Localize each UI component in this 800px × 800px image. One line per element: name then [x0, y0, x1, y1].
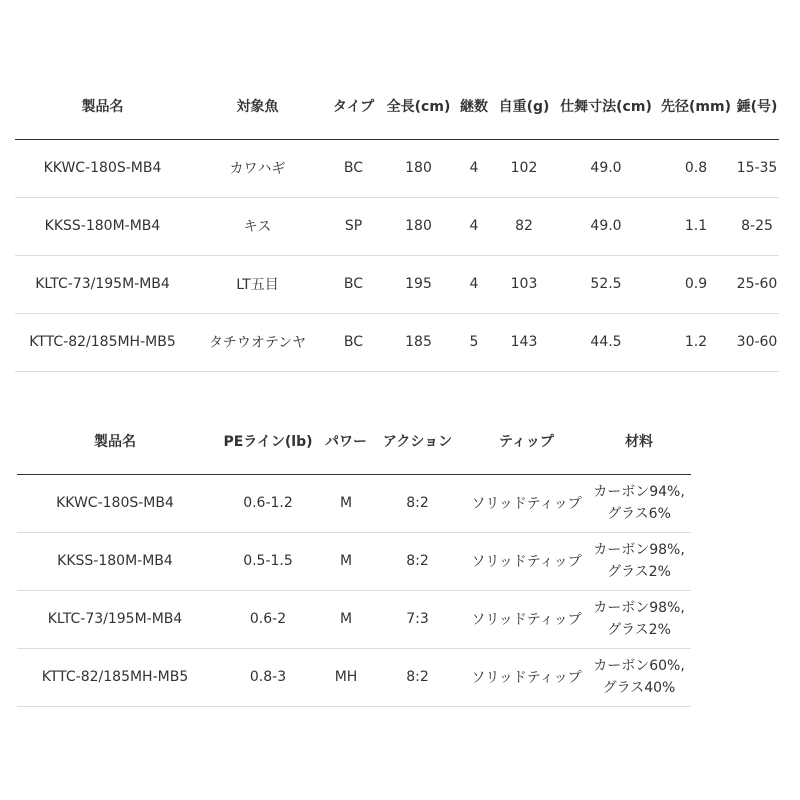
- cell-material: [587, 532, 691, 590]
- header-action: アクション: [369, 408, 466, 474]
- cell-target-fish: LT五目: [190, 255, 325, 313]
- cell-length: 185: [382, 313, 455, 371]
- cell-type: BC: [325, 313, 382, 371]
- cell-material: [587, 590, 691, 648]
- cell-length: 180: [382, 139, 455, 197]
- cell-type: SP: [325, 197, 382, 255]
- header-tip-diameter: 先径(mm): [657, 73, 735, 139]
- cell-tip-diameter: 1.2: [657, 313, 735, 371]
- material-line-2: グラス2%: [607, 564, 671, 580]
- cell-product-name: KLTC-73/195M-MB4: [15, 255, 190, 313]
- header-pe-line: PEライン(lb): [213, 408, 323, 474]
- cell-tip: ソリッドティップ: [466, 648, 587, 706]
- cell-sinker: 15-35: [735, 139, 779, 197]
- cell-closed-length: 49.0: [555, 197, 657, 255]
- table-row: [15, 197, 779, 255]
- cell-action: 8:2: [369, 474, 466, 532]
- cell-material: [587, 648, 691, 706]
- cell-pe-line: 0.6-1.2: [213, 474, 323, 532]
- cell-weight: 103: [493, 255, 555, 313]
- header-target-fish: 対象魚: [190, 73, 325, 139]
- header-product-name: 製品名: [17, 408, 213, 474]
- cell-target-fish: キス: [190, 197, 325, 255]
- header-weight: 自重(g): [493, 73, 555, 139]
- material-line-2: グラス2%: [607, 622, 671, 638]
- cell-tip-diameter: 0.8: [657, 139, 735, 197]
- cell-sections: 4: [455, 197, 493, 255]
- cell-power: M: [323, 474, 369, 532]
- cell-length: 180: [382, 197, 455, 255]
- cell-tip: ソリッドティップ: [466, 474, 587, 532]
- cell-power: M: [323, 590, 369, 648]
- material-line-1: カーボン98%,: [593, 542, 685, 558]
- cell-product-name: KKSS-180M-MB4: [15, 197, 190, 255]
- cell-power: MH: [323, 648, 369, 706]
- material-line-2: グラス40%: [602, 680, 676, 696]
- cell-weight: 102: [493, 139, 555, 197]
- material-line-1: カーボン94%,: [593, 484, 685, 500]
- cell-product-name: KKSS-180M-MB4: [17, 532, 213, 590]
- table-header-row: [17, 408, 691, 474]
- header-power: パワー: [323, 408, 369, 474]
- cell-sections: 5: [455, 313, 493, 371]
- table-header-row: [15, 73, 779, 139]
- cell-action: 8:2: [369, 532, 466, 590]
- cell-action: 7:3: [369, 590, 466, 648]
- table-row: [17, 648, 691, 706]
- cell-target-fish: タチウオテンヤ: [190, 313, 325, 371]
- cell-product-name: KLTC-73/195M-MB4: [17, 590, 213, 648]
- cell-pe-line: 0.5-1.5: [213, 532, 323, 590]
- cell-weight: 143: [493, 313, 555, 371]
- header-sections: 継数: [455, 73, 493, 139]
- header-type: タイプ: [325, 73, 382, 139]
- cell-action: 8:2: [369, 648, 466, 706]
- cell-closed-length: 52.5: [555, 255, 657, 313]
- cell-material: [587, 474, 691, 532]
- cell-closed-length: 44.5: [555, 313, 657, 371]
- cell-pe-line: 0.6-2: [213, 590, 323, 648]
- spec-table-1: [15, 73, 779, 372]
- cell-pe-line: 0.8-3: [213, 648, 323, 706]
- material-line-1: カーボン60%,: [593, 658, 685, 674]
- cell-product-name: KTTC-82/185MH-MB5: [17, 648, 213, 706]
- table-row: [15, 139, 779, 197]
- cell-weight: 82: [493, 197, 555, 255]
- cell-sinker: 8-25: [735, 197, 779, 255]
- table-row: [17, 532, 691, 590]
- cell-sections: 4: [455, 139, 493, 197]
- spec-table-2: [17, 408, 691, 707]
- cell-type: BC: [325, 255, 382, 313]
- cell-target-fish: カワハギ: [190, 139, 325, 197]
- cell-tip-diameter: 0.9: [657, 255, 735, 313]
- header-sinker: 錘(号): [735, 73, 779, 139]
- cell-closed-length: 49.0: [555, 139, 657, 197]
- header-product-name: 製品名: [15, 73, 190, 139]
- header-closed-length: 仕舞寸法(cm): [555, 73, 657, 139]
- table-row: [17, 474, 691, 532]
- cell-sinker: 25-60: [735, 255, 779, 313]
- header-length: 全長(cm): [382, 73, 455, 139]
- cell-product-name: KTTC-82/185MH-MB5: [15, 313, 190, 371]
- material-line-1: カーボン98%,: [593, 600, 685, 616]
- material-line-2: グラス6%: [607, 506, 671, 522]
- cell-type: BC: [325, 139, 382, 197]
- table-row: [17, 590, 691, 648]
- cell-sections: 4: [455, 255, 493, 313]
- cell-sinker: 30-60: [735, 313, 779, 371]
- header-material: 材料: [587, 408, 691, 474]
- cell-tip-diameter: 1.1: [657, 197, 735, 255]
- cell-length: 195: [382, 255, 455, 313]
- cell-power: M: [323, 532, 369, 590]
- header-tip: ティップ: [466, 408, 587, 474]
- cell-product-name: KKWC-180S-MB4: [15, 139, 190, 197]
- cell-tip: ソリッドティップ: [466, 532, 587, 590]
- cell-product-name: KKWC-180S-MB4: [17, 474, 213, 532]
- table-row: [15, 255, 779, 313]
- table-row: [15, 313, 779, 371]
- cell-tip: ソリッドティップ: [466, 590, 587, 648]
